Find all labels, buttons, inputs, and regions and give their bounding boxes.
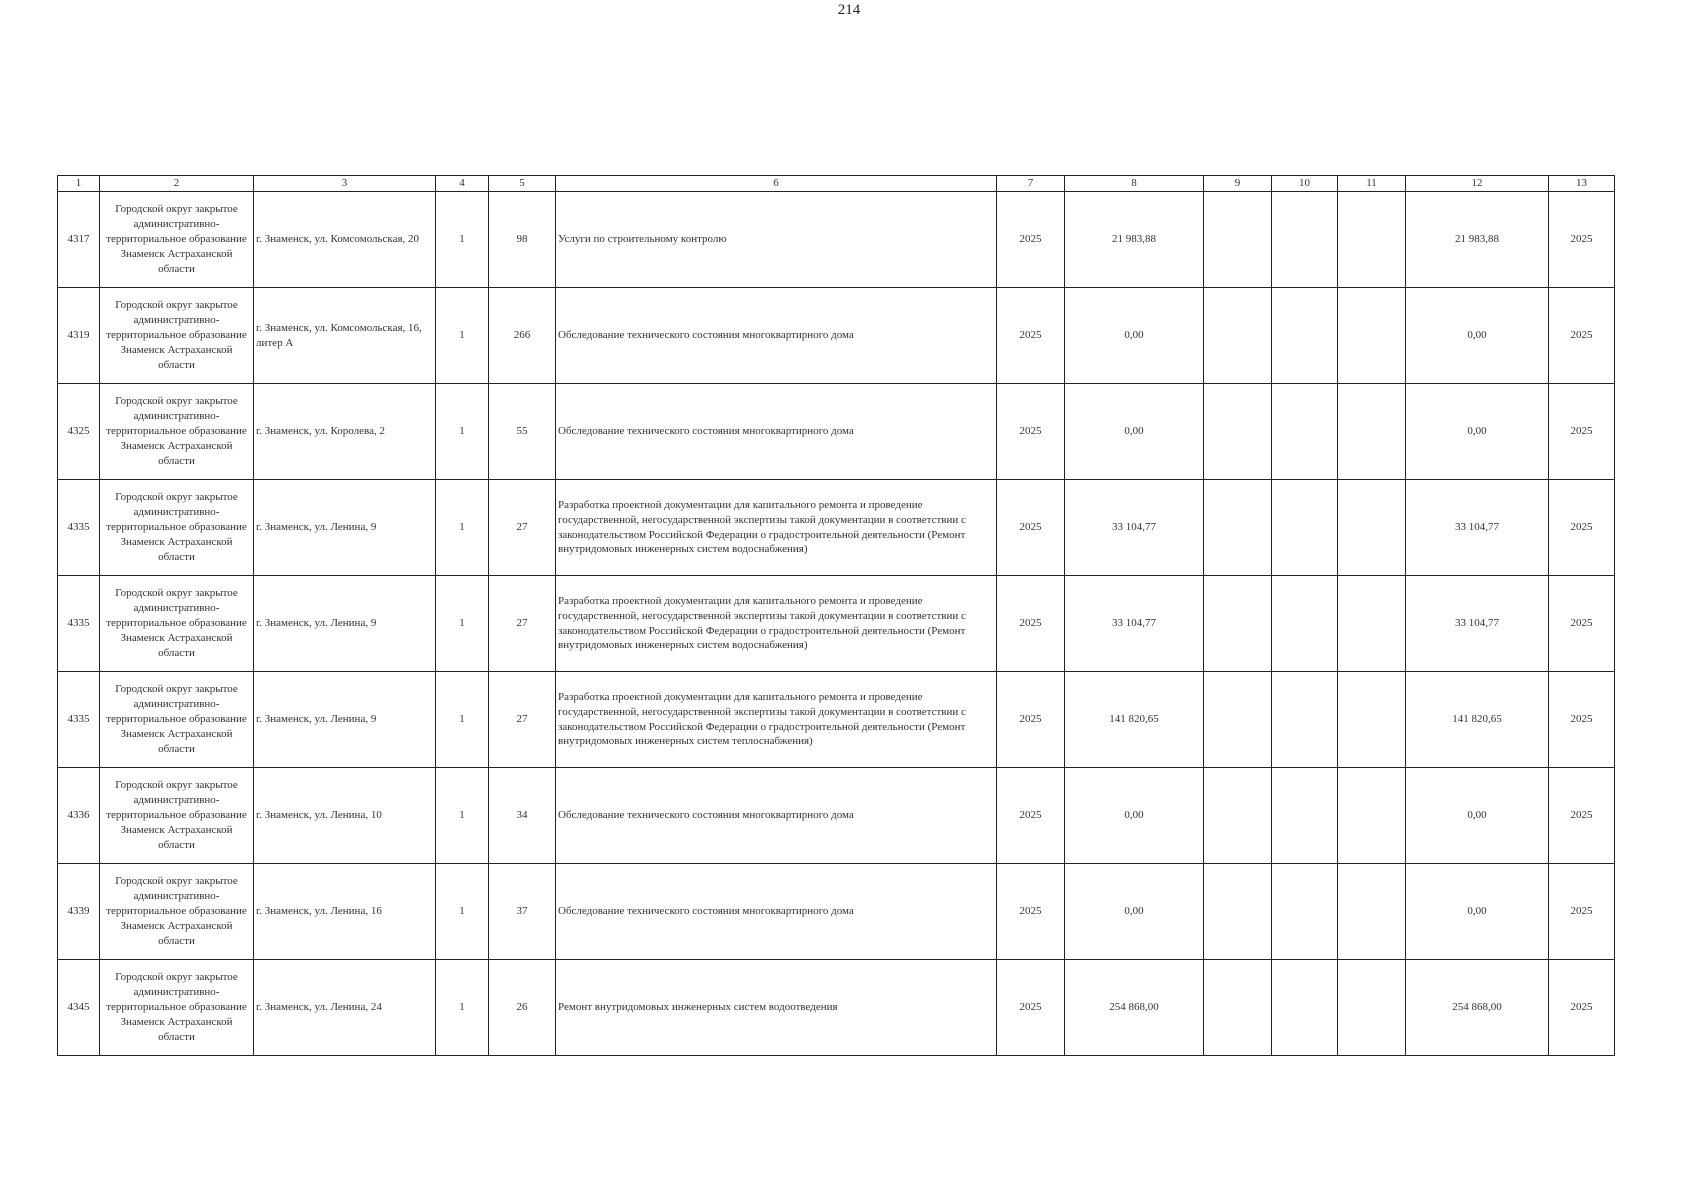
column-10-cell xyxy=(1272,864,1338,960)
total-cell: 33 104,77 xyxy=(1406,576,1549,672)
table-row xyxy=(58,576,1615,672)
municipality-cell: Городской округ закрытое административно-территориальное образование Знаменск Астраханской области xyxy=(100,576,254,672)
total-cell: 21 983,88 xyxy=(1406,192,1549,288)
year-cell: 2025 xyxy=(997,576,1065,672)
column-10-cell xyxy=(1272,384,1338,480)
column-header: 1 xyxy=(58,176,100,192)
year-cell: 2025 xyxy=(997,768,1065,864)
address-cell: г. Знаменск, ул. Ленина, 9 xyxy=(254,480,436,576)
table-row xyxy=(58,384,1615,480)
column-5-cell: 37 xyxy=(489,864,556,960)
address-cell: г. Знаменск, ул. Ленина, 9 xyxy=(254,576,436,672)
amount-cell: 0,00 xyxy=(1065,768,1204,864)
column-10-cell xyxy=(1272,576,1338,672)
municipality-cell: Городской округ закрытое административно-территориальное образование Знаменск Астраханской области xyxy=(100,672,254,768)
column-10-cell xyxy=(1272,960,1338,1056)
column-9-cell xyxy=(1204,288,1272,384)
column-5-cell: 27 xyxy=(489,672,556,768)
column-11-cell xyxy=(1338,576,1406,672)
address-cell: г. Знаменск, ул. Ленина, 9 xyxy=(254,672,436,768)
total-cell: 33 104,77 xyxy=(1406,480,1549,576)
municipality-cell: Городской округ закрытое административно-территориальное образование Знаменск Астраханской области xyxy=(100,480,254,576)
column-11-cell xyxy=(1338,864,1406,960)
amount-cell: 0,00 xyxy=(1065,288,1204,384)
column-9-cell xyxy=(1204,768,1272,864)
amount-cell: 141 820,65 xyxy=(1065,672,1204,768)
column-13-cell: 2025 xyxy=(1549,192,1615,288)
row-number-cell: 4335 xyxy=(58,480,100,576)
row-number-cell: 4336 xyxy=(58,768,100,864)
work-type-cell: Ремонт внутридомовых инженерных систем водоотведения xyxy=(556,960,997,1056)
column-10-cell xyxy=(1272,480,1338,576)
row-number-cell: 4317 xyxy=(58,192,100,288)
municipality-cell: Городской округ закрытое административно-территориальное образование Знаменск Астраханской области xyxy=(100,384,254,480)
column-header: 2 xyxy=(100,176,254,192)
column-header: 11 xyxy=(1338,176,1406,192)
year-cell: 2025 xyxy=(997,960,1065,1056)
column-9-cell xyxy=(1204,960,1272,1056)
column-header: 4 xyxy=(436,176,489,192)
column-5-cell: 27 xyxy=(489,576,556,672)
row-number-cell: 4345 xyxy=(58,960,100,1056)
year-cell: 2025 xyxy=(997,384,1065,480)
column-4-cell: 1 xyxy=(436,384,489,480)
column-4-cell: 1 xyxy=(436,864,489,960)
year-cell: 2025 xyxy=(997,288,1065,384)
amount-cell: 33 104,77 xyxy=(1065,576,1204,672)
column-13-cell: 2025 xyxy=(1549,768,1615,864)
address-cell: г. Знаменск, ул. Комсомольская, 20 xyxy=(254,192,436,288)
year-cell: 2025 xyxy=(997,192,1065,288)
column-11-cell xyxy=(1338,672,1406,768)
work-type-cell: Обследование технического состояния многоквартирного дома xyxy=(556,384,997,480)
column-11-cell xyxy=(1338,192,1406,288)
work-type-cell: Разработка проектной документации для капитального ремонта и проведение государственной, негосударственной экспертизы такой документации в соответствии с законодательством Российской Федерации о градостроительной деятельности (Ремонт внутридомовых инженерных систем теплоснабжения) xyxy=(556,672,997,768)
table-row xyxy=(58,864,1615,960)
column-header: 7 xyxy=(997,176,1065,192)
column-5-cell: 34 xyxy=(489,768,556,864)
total-cell: 0,00 xyxy=(1406,288,1549,384)
table-row xyxy=(58,192,1615,288)
work-type-cell: Услуги по строительному контролю xyxy=(556,192,997,288)
row-number-cell: 4319 xyxy=(58,288,100,384)
column-4-cell: 1 xyxy=(436,576,489,672)
column-4-cell: 1 xyxy=(436,768,489,864)
row-number-cell: 4335 xyxy=(58,672,100,768)
column-header: 12 xyxy=(1406,176,1549,192)
column-number-row xyxy=(58,176,1615,192)
table-row xyxy=(58,288,1615,384)
column-13-cell: 2025 xyxy=(1549,384,1615,480)
year-cell: 2025 xyxy=(997,672,1065,768)
column-9-cell xyxy=(1204,864,1272,960)
column-header: 10 xyxy=(1272,176,1338,192)
total-cell: 0,00 xyxy=(1406,768,1549,864)
column-4-cell: 1 xyxy=(436,192,489,288)
column-header: 6 xyxy=(556,176,997,192)
year-cell: 2025 xyxy=(997,864,1065,960)
column-9-cell xyxy=(1204,192,1272,288)
column-5-cell: 26 xyxy=(489,960,556,1056)
total-cell: 0,00 xyxy=(1406,864,1549,960)
column-9-cell xyxy=(1204,384,1272,480)
total-cell: 141 820,65 xyxy=(1406,672,1549,768)
table-row xyxy=(58,480,1615,576)
column-13-cell: 2025 xyxy=(1549,480,1615,576)
column-header: 13 xyxy=(1549,176,1615,192)
year-cell: 2025 xyxy=(997,480,1065,576)
column-13-cell: 2025 xyxy=(1549,864,1615,960)
column-10-cell xyxy=(1272,768,1338,864)
amount-cell: 33 104,77 xyxy=(1065,480,1204,576)
column-4-cell: 1 xyxy=(436,960,489,1056)
work-type-cell: Разработка проектной документации для капитального ремонта и проведение государственной, негосударственной экспертизы такой документации в соответствии с законодательством Российской Федерации о градостроительной деятельности (Ремонт внутридомовых инженерных систем водоснабжения) xyxy=(556,480,997,576)
column-11-cell xyxy=(1338,288,1406,384)
column-13-cell: 2025 xyxy=(1549,672,1615,768)
column-10-cell xyxy=(1272,672,1338,768)
table-row xyxy=(58,960,1615,1056)
work-type-cell: Обследование технического состояния многоквартирного дома xyxy=(556,288,997,384)
column-11-cell xyxy=(1338,384,1406,480)
column-10-cell xyxy=(1272,192,1338,288)
column-header: 9 xyxy=(1204,176,1272,192)
column-5-cell: 266 xyxy=(489,288,556,384)
page-number: 214 xyxy=(837,2,861,18)
work-type-cell: Обследование технического состояния многоквартирного дома xyxy=(556,768,997,864)
column-4-cell: 1 xyxy=(436,288,489,384)
column-5-cell: 27 xyxy=(489,480,556,576)
municipality-cell: Городской округ закрытое административно-территориальное образование Знаменск Астраханской области xyxy=(100,960,254,1056)
column-4-cell: 1 xyxy=(436,480,489,576)
row-number-cell: 4325 xyxy=(58,384,100,480)
column-13-cell: 2025 xyxy=(1549,576,1615,672)
row-number-cell: 4339 xyxy=(58,864,100,960)
work-type-cell: Обследование технического состояния многоквартирного дома xyxy=(556,864,997,960)
amount-cell: 21 983,88 xyxy=(1065,192,1204,288)
amount-cell: 0,00 xyxy=(1065,864,1204,960)
column-4-cell: 1 xyxy=(436,672,489,768)
municipality-cell: Городской округ закрытое административно-территориальное образование Знаменск Астраханской области xyxy=(100,192,254,288)
municipality-cell: Городской округ закрытое административно-территориальное образование Знаменск Астраханской области xyxy=(100,288,254,384)
column-13-cell: 2025 xyxy=(1549,288,1615,384)
total-cell: 254 868,00 xyxy=(1406,960,1549,1056)
table-row xyxy=(58,768,1615,864)
amount-cell: 0,00 xyxy=(1065,384,1204,480)
column-13-cell: 2025 xyxy=(1549,960,1615,1056)
table-row xyxy=(58,672,1615,768)
municipality-cell: Городской округ закрытое административно-территориальное образование Знаменск Астраханской области xyxy=(100,768,254,864)
municipality-cell: Городской округ закрытое административно-территориальное образование Знаменск Астраханской области xyxy=(100,864,254,960)
address-cell: г. Знаменск, ул. Ленина, 10 xyxy=(254,768,436,864)
column-5-cell: 55 xyxy=(489,384,556,480)
work-type-cell: Разработка проектной документации для капитального ремонта и проведение государственной, негосударственной экспертизы такой документации в соответствии с законодательством Российской Федерации о градостроительной деятельности (Ремонт внутридомовых инженерных систем водоснабжения) xyxy=(556,576,997,672)
column-9-cell xyxy=(1204,576,1272,672)
column-11-cell xyxy=(1338,768,1406,864)
column-header: 3 xyxy=(254,176,436,192)
column-9-cell xyxy=(1204,672,1272,768)
total-cell: 0,00 xyxy=(1406,384,1549,480)
column-10-cell xyxy=(1272,288,1338,384)
column-header: 8 xyxy=(1065,176,1204,192)
address-cell: г. Знаменск, ул. Ленина, 24 xyxy=(254,960,436,1056)
address-cell: г. Знаменск, ул. Комсомольская, 16, литер А xyxy=(254,288,436,384)
address-cell: г. Знаменск, ул. Королева, 2 xyxy=(254,384,436,480)
row-number-cell: 4335 xyxy=(58,576,100,672)
amount-cell: 254 868,00 xyxy=(1065,960,1204,1056)
column-11-cell xyxy=(1338,480,1406,576)
capital-repair-table xyxy=(57,175,1615,1056)
column-5-cell: 98 xyxy=(489,192,556,288)
address-cell: г. Знаменск, ул. Ленина, 16 xyxy=(254,864,436,960)
column-header: 5 xyxy=(489,176,556,192)
column-11-cell xyxy=(1338,960,1406,1056)
column-9-cell xyxy=(1204,480,1272,576)
